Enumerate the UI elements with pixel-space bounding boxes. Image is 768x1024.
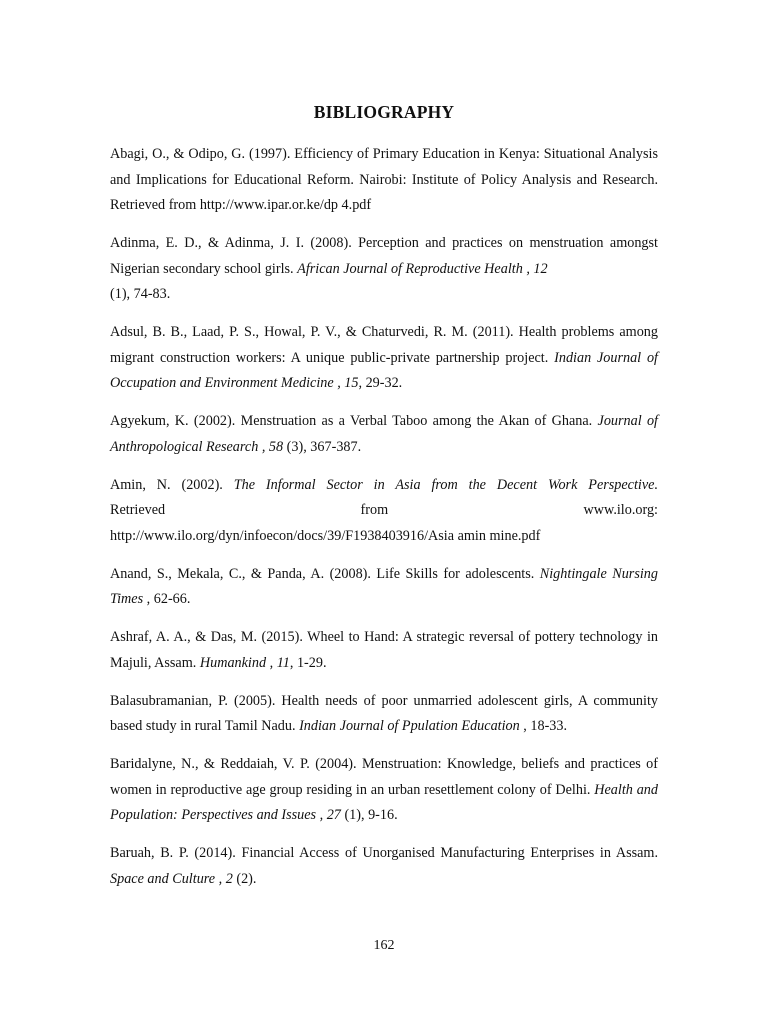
reference-entry <box>110 231 658 308</box>
reference-journal: Space and Culture , 2 <box>110 870 233 887</box>
reference-journal: Journal of Anthropological Research , 58 <box>110 413 658 455</box>
reference-journal: African Journal of Reproductive Health , 12 <box>297 260 548 277</box>
reference-entry <box>110 320 658 397</box>
reference-word: www.ilo.org: <box>583 502 658 518</box>
reference-citation: , 1-29. <box>289 654 327 671</box>
page-title: BIBLIOGRAPHY <box>313 102 455 122</box>
reference-citation: , 62-66. <box>143 591 191 607</box>
reference-text: Adsul, B. B., Laad, P. S., Howal, P. V., & Chaturvedi, R. M. (2011). Health problems among migrant construction workers: A unique public-private partnership project. <box>110 324 658 366</box>
reference-citation: , 29-32. <box>358 375 403 391</box>
reference-url: http://www.ilo.org/dyn/infoecon/docs/39/F1938403916/Asia amin mine.pdf <box>110 527 541 544</box>
reference-word: from <box>360 502 389 518</box>
reference-text: Baridalyne, N., & Reddaiah, V. P. (2004). Menstruation: Knowledge, beliefs and practices of women in reproductive age group residing in an urban resettlement colony of Delhi. <box>110 756 658 798</box>
reference-citation: (2). <box>232 870 257 887</box>
reference-text: Baruah, B. P. (2014). Financial Access of Unorganised Manufacturing Enterprises in Assam. <box>110 845 658 861</box>
reference-entry <box>110 562 658 613</box>
reference-list <box>110 142 658 905</box>
reference-text: Balasubramanian, P. (2005). Health needs of poor unmarried adolescent girls, A community based study in rural Tamil Nadu. <box>110 692 658 734</box>
reference-entry <box>110 473 658 550</box>
reference-text: Anand, S., Mekala, C., & Panda, A. (2008). Life Skills for adolescents. <box>110 565 540 582</box>
reference-citation: (3), 367-387. <box>283 438 362 455</box>
reference-title: The Informal Sector in Asia from the Decent Work Perspective. <box>233 476 658 493</box>
reference-entry <box>110 689 658 740</box>
reference-text: Agyekum, K. (2002). Menstruation as a Verbal Taboo among the Akan of Ghana. <box>110 413 598 429</box>
reference-journal: Indian Journal of Ppulation Education <box>299 718 520 734</box>
reference-entry <box>110 841 658 892</box>
reference-journal: Humankind , 11 <box>199 654 290 671</box>
reference-citation: , 18-33. <box>519 718 568 734</box>
reference-citation: (1), 9-16. <box>340 807 398 823</box>
reference-line <box>110 498 658 524</box>
reference-citation: (1), 74-83. <box>110 286 171 302</box>
reference-text: Amin, N. (2002). <box>110 476 234 493</box>
reference-entry <box>110 625 658 676</box>
reference-journal: Nightingale Nursing Times <box>110 565 658 607</box>
reference-entry <box>110 752 658 829</box>
page-number: 162 <box>373 938 395 953</box>
reference-journal: Indian Journal of Occupation and Environment Medicine , 15 <box>110 349 658 391</box>
reference-entry <box>110 142 658 219</box>
reference-text: Abagi, O., & Odipo, G. (1997). Efficiency of Primary Education in Kenya: Situational Analysis and Implications for Educational Reform. Nairobi: Institute of Policy Analysis and Research. Retrieved from http://www.ipar.or.ke/dp 4.pdf <box>110 146 658 213</box>
reference-entry <box>110 409 658 460</box>
reference-word: Retrieved <box>110 502 166 518</box>
reference-text: Adinma, E. D., & Adinma, J. I. (2008). Perception and practices on menstruation amongst Nigerian secondary school girls. <box>110 235 658 277</box>
reference-line <box>110 473 658 499</box>
reference-text: Ashraf, A. A., & Das, M. (2015). Wheel to Hand: A strategic reversal of pottery technology in Majuli, Assam. <box>110 629 658 671</box>
reference-journal: Health and Population: Perspectives and Issues , 27 <box>110 781 658 823</box>
